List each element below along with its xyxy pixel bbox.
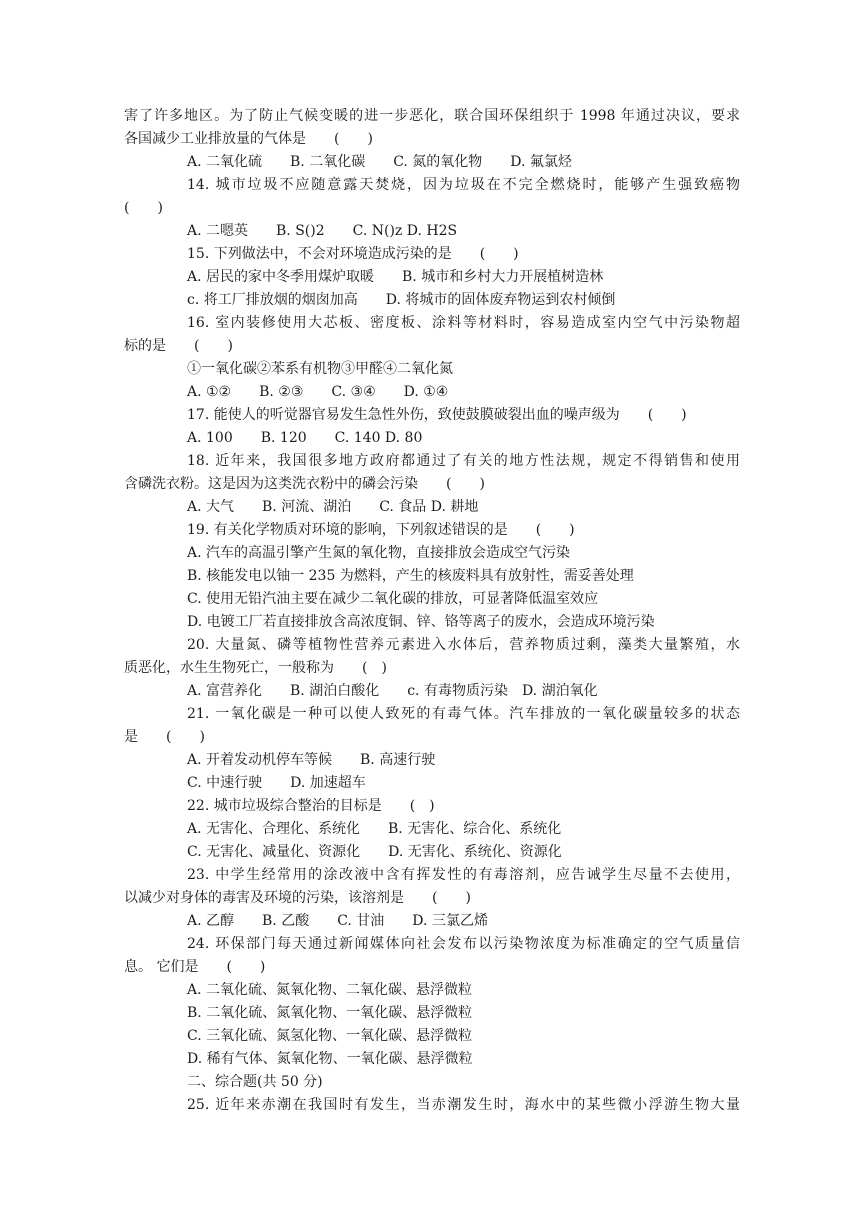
- text-line: 质恶化，水生生物死亡，一般称为 ( ): [124, 660, 387, 676]
- text-line: 息。 它们是 ( ): [124, 959, 266, 975]
- question-line: 24. 环保部门每天通过新闻媒体向社会发布以污染物浓度为标准确定的空气质量信: [187, 936, 740, 952]
- question-line: 21. 一氧化碳是一种可以使人致死的有毒气体。汽车排放的一氧化碳量较多的状态: [187, 706, 740, 722]
- text-line: 各国减少工业排放量的气体是 ( ): [124, 131, 373, 147]
- option-line: ①一氧化碳②苯系有机物③甲醛④二氧化氮: [187, 361, 453, 377]
- option-line: A. 无害化、合理化、系统化 B. 无害化、综合化、系统化: [187, 821, 562, 837]
- option-line: A. ①② B. ②③ C. ③④ D. ①④: [187, 384, 449, 400]
- question-line: 19. 有关化学物质对环境的影响，下列叙述错误的是 ( ): [187, 522, 575, 538]
- option-line: C. 使用无铅汽油主要在减少二氧化碳的排放，可显著降低温室效应: [187, 591, 599, 607]
- question-line: 18. 近年来，我国很多地方政府都通过了有关的地方性法规，规定不得销售和使用: [187, 453, 740, 469]
- text-line: ( ): [124, 200, 163, 216]
- section-heading: 二、综合题(共 50 分): [187, 1074, 323, 1090]
- question-line: 14. 城市垃圾不应随意露天焚烧，因为垃圾在不完全燃烧时，能够产生强致癌物: [187, 177, 740, 193]
- question-line: 16. 室内装修使用大芯板、密度板、涂料等材料时，容易造成室内空气中污染物超: [187, 315, 740, 331]
- option-line: A. 二氧化硫、氮氧化物、二氧化碳、悬浮微粒: [187, 982, 473, 998]
- option-line: A. 100 B. 120 C. 140 D. 80: [187, 430, 423, 446]
- question-line: 25. 近年来赤潮在我国时有发生，当赤潮发生时，海水中的某些微小浮游生物大量: [187, 1097, 740, 1113]
- text-line: 含磷洗衣粉。这是因为这类洗衣粉中的磷会污染 ( ): [124, 476, 485, 492]
- option-line: D. 电镀工厂若直接排放含高浓度铜、锌、铬等离子的废水，会造成环境污染: [187, 614, 655, 630]
- option-line: C. 中速行驶 D. 加速超车: [187, 775, 366, 791]
- text-line: 标的是 ( ): [124, 338, 233, 354]
- question-line: 23. 中学生经常用的涂改液中含有挥发性的有毒溶剂，应告诫学生尽量不去使用，: [187, 867, 740, 883]
- option-line: C. 三氧化硫、氮氢化物、一氧化碳、悬浮微粒: [187, 1028, 473, 1044]
- option-line: A. 富营养化 B. 湖泊白酸化 c. 有毒物质污染 D. 湖泊氧化: [187, 683, 598, 699]
- question-line: 22. 城市垃圾综合整治的目标是 ( ): [187, 798, 435, 814]
- option-line: A. 开着发动机停车等候 B. 高速行驶: [187, 752, 436, 768]
- option-line: c. 将工厂排放烟的烟囱加高 D. 将城市的固体废弃物运到农村倾倒: [187, 292, 616, 308]
- option-line: B. 核能发电以铀一 235 为燃料，产生的核废料具有放射性，需妥善处理: [187, 568, 634, 584]
- option-line: D. 稀有气体、氮氧化物、一氧化碳、悬浮微粒: [187, 1051, 473, 1067]
- option-line: A. 大气 B. 河流、湖泊 C. 食品 D. 耕地: [187, 499, 479, 515]
- option-line: C. 无害化、减量化、资源化 D. 无害化、系统化、资源化: [187, 844, 562, 860]
- option-line: B. 二氧化硫、氮氧化物、一氧化碳、悬浮微粒: [187, 1005, 473, 1021]
- question-line: 15. 下列做法中，不会对环境造成污染的是 ( ): [187, 246, 519, 262]
- option-line: A. 汽车的高温引擎产生氮的氧化物，直接排放会造成空气污染: [187, 545, 571, 561]
- question-line: 17. 能使人的听觉器官易发生急性外伤，致使鼓膜破裂出血的噪声级为 ( ): [187, 407, 687, 423]
- text-line: 害了许多地区。为了防止气候变暖的进一步恶化，联合国环保组织于 1998 年通过决议，要求: [124, 108, 740, 124]
- option-line: A. 二氧化硫 B. 二氧化碳 C. 氮的氧化物 D. 氟氯烃: [187, 154, 572, 170]
- text-line: 以减少对身体的毒害及环境的污染，该溶剂是 ( ): [124, 890, 471, 906]
- option-line: A. 居民的家中冬季用煤炉取暖 B. 城市和乡村大力开展植树造林: [187, 269, 604, 285]
- option-line: A. 二嗯英 B. S()2 C. N()z D. H2S: [187, 223, 458, 239]
- text-line: 是 ( ): [124, 729, 205, 745]
- option-line: A. 乙醇 B. 乙酸 C. 甘油 D. 三氯乙烯: [187, 913, 488, 929]
- question-line: 20. 大量氮、磷等植物性营养元素进入水体后，营养物质过剩，藻类大量繁殖，水: [187, 637, 740, 653]
